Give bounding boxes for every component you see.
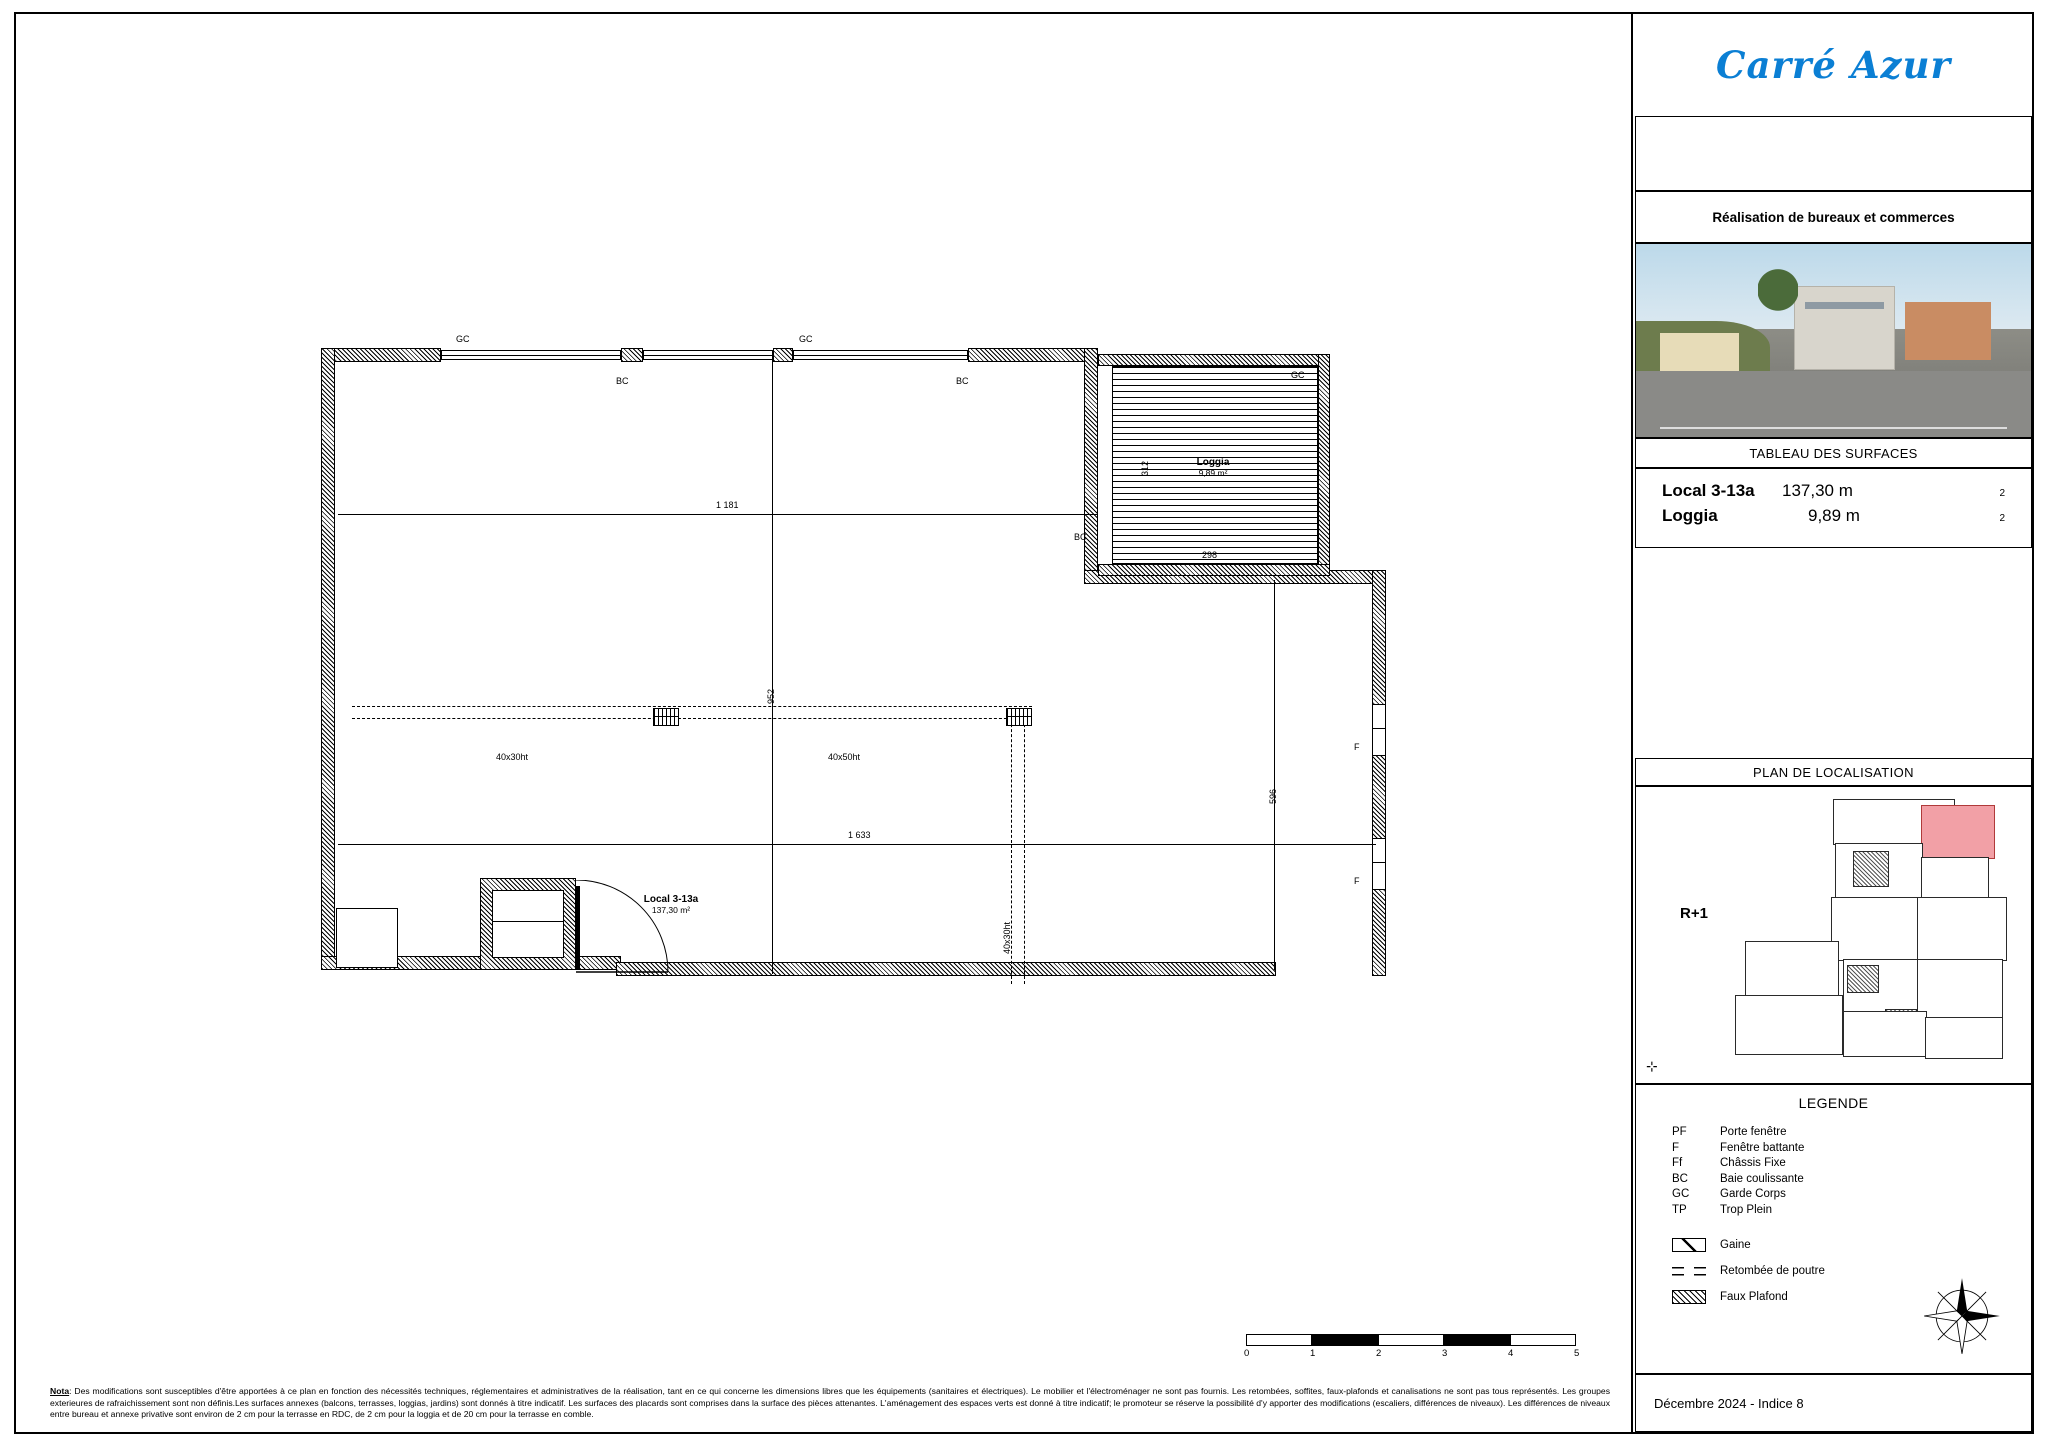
window-right-2 <box>1372 838 1386 890</box>
marker-f-1: F <box>1354 742 1360 752</box>
key-plan-block <box>1745 941 1839 999</box>
wall-left <box>321 348 335 970</box>
legend-codes <box>1672 1125 2031 1218</box>
legend-item <box>1672 1187 2031 1203</box>
legend-text: Châssis Fixe <box>1720 1157 1786 1169</box>
loggia-area: 9,89 m² <box>1198 468 1228 478</box>
surface-unit-loggia: 2 <box>1999 513 2005 524</box>
scale-tick-3: 3 <box>1442 1348 1448 1359</box>
surfaces-title <box>1635 438 2032 468</box>
legend-symbol-row <box>1672 1234 2031 1256</box>
surface-unit-local: 2 <box>1999 488 2005 499</box>
localisation-title <box>1635 758 2032 786</box>
localisation-inner <box>1636 787 2031 1083</box>
localisation-plan <box>1635 786 2032 1084</box>
brand-logo <box>1635 14 2032 116</box>
wall-top-right <box>968 348 1098 362</box>
dim-line-mid <box>338 844 1376 845</box>
key-plan-block <box>1831 897 1919 961</box>
key-plan-block <box>1925 1017 2003 1059</box>
faux-plafond-icon <box>1672 1290 1706 1304</box>
key-plan-block <box>1921 857 1989 899</box>
scale-tick-0: 0 <box>1244 1348 1250 1359</box>
legend-text: Trop Plein <box>1720 1203 1772 1216</box>
surface-label-local: Local 3-13a <box>1662 481 1755 500</box>
brand-logo-text: Carré Azur <box>1716 43 1951 87</box>
key-plan-block <box>1917 897 2007 961</box>
wall-bottom-2 <box>616 962 1276 976</box>
legend-item <box>1672 1172 2031 1188</box>
compass-icon <box>1919 1273 2005 1359</box>
loggia-dim-horizontal: 298 <box>1202 550 1218 560</box>
loggia-wall-right <box>1318 354 1330 576</box>
legend-code: PF <box>1672 1126 1687 1138</box>
legend-code: Ff <box>1672 1157 1683 1169</box>
glazing-top-1 <box>441 350 621 360</box>
date-text: Décembre 2024 - Indice 8 <box>1654 1395 1804 1411</box>
loggia-wall-top <box>1098 354 1330 366</box>
marker-gc-1: GC <box>456 334 470 344</box>
blank-field <box>1635 116 2032 191</box>
scale-tick-4: 4 <box>1508 1348 1514 1359</box>
scale-tick-1: 1 <box>1310 1348 1316 1359</box>
wall-top-mid1 <box>621 348 643 362</box>
gaine-icon <box>1672 1238 1706 1252</box>
dim-top-value: 1 181 <box>716 500 739 510</box>
marker-gc-3: GC <box>1291 370 1305 380</box>
legend-item <box>1672 1125 2031 1141</box>
legend-item <box>1672 1203 2031 1219</box>
scale-seg-5 <box>1510 1334 1576 1346</box>
legend-item <box>1672 1141 2031 1157</box>
legend-text: Baie coulissante <box>1720 1172 1804 1185</box>
duct-1 <box>653 708 679 726</box>
key-plan-block <box>1843 1011 1927 1057</box>
photo-building-main <box>1794 286 1895 369</box>
surfaces-table <box>1635 468 2032 548</box>
legend-text: Fenêtre battante <box>1720 1141 1805 1154</box>
project-subject-text: Réalisation de bureaux et commerces <box>1712 209 1955 225</box>
surface-value-loggia: 9,89 m <box>1808 506 1860 525</box>
surface-row <box>1662 481 2005 501</box>
beam-line-2 <box>352 718 1032 719</box>
loggia-dim-vertical: 312 <box>1140 460 1150 476</box>
legend-code: TP <box>1672 1203 1687 1216</box>
window-right-1 <box>1372 704 1386 756</box>
legend-symbol-text: Faux Plafond <box>1720 1291 1788 1303</box>
key-plan-core <box>1847 965 1879 993</box>
photo-road <box>1636 371 2031 437</box>
legend-text: Porte fenêtre <box>1720 1126 1787 1138</box>
legend-code: BC <box>1672 1172 1688 1185</box>
surface-row <box>1662 506 2005 526</box>
photo-road-line <box>1660 427 2008 429</box>
duct-2 <box>1006 708 1032 726</box>
project-photo <box>1635 243 2032 438</box>
key-plan-highlight <box>1921 805 1995 859</box>
scale-bar <box>1244 1334 1580 1364</box>
dim-line-vert-right <box>1274 580 1275 970</box>
nota-prefix: Nota <box>50 1386 70 1396</box>
loggia-label <box>1158 457 1268 478</box>
legend-code: F <box>1672 1141 1680 1154</box>
beam-label-1: 40x30ht <box>496 752 529 762</box>
room-area: 137,30 m² <box>651 905 691 915</box>
surface-value-local: 137,30 m <box>1782 481 1853 500</box>
marker-bc-3: BC <box>1074 532 1087 542</box>
legend-title: LEGENDE <box>1798 1095 1869 1111</box>
surfaces-title-text: TABLEAU DES SURFACES <box>1749 445 1918 461</box>
legend-code: GC <box>1672 1188 1690 1200</box>
marker-gc-2: GC <box>799 334 813 344</box>
room-label <box>601 894 741 915</box>
glazing-top-3 <box>793 350 968 360</box>
photo-illustration <box>1636 244 2031 437</box>
dim-mid-value: 1 633 <box>848 830 871 840</box>
localisation-title-text: PLAN DE LOCALISATION <box>1753 764 1914 780</box>
beam-label-2: 40x50ht <box>828 752 861 762</box>
scale-seg-1 <box>1246 1334 1312 1346</box>
key-plan-block <box>1917 959 2003 1019</box>
key-plan-north-icon: ⊹ <box>1646 1058 1658 1074</box>
scale-seg-4 <box>1444 1334 1510 1346</box>
wc-block <box>336 908 398 968</box>
loggia-name: Loggia <box>1196 457 1230 468</box>
dim-line-top <box>338 514 1098 515</box>
date-field <box>1635 1374 2032 1432</box>
beam-label-3: 40x30ht <box>1002 921 1012 954</box>
nota-text <box>50 1386 1610 1421</box>
level-label: R+1 <box>1680 905 1708 922</box>
legend-symbol-text: Gaine <box>1720 1239 1751 1251</box>
dim-vert-right-value: 596 <box>1268 788 1278 804</box>
project-subject <box>1635 191 2032 243</box>
room-name: Local 3-13a <box>643 894 699 905</box>
marker-f-2: F <box>1354 876 1360 886</box>
key-plan-block <box>1735 995 1843 1055</box>
dim-vert-main-value: 952 <box>766 688 776 704</box>
scale-tick-5: 5 <box>1574 1348 1580 1359</box>
title-block <box>1635 14 2032 1432</box>
beam-line-1 <box>352 706 1032 707</box>
legend-text: Garde Corps <box>1720 1188 1786 1200</box>
poutre-icon <box>1672 1264 1706 1278</box>
wall-top-mid2 <box>773 348 793 362</box>
scale-seg-2 <box>1312 1334 1378 1346</box>
photo-building-right <box>1905 302 1992 360</box>
scale-seg-3 <box>1378 1334 1444 1346</box>
loggia-wall-bottom <box>1098 564 1330 576</box>
plan-panel <box>16 14 1633 1432</box>
beam-line-4 <box>1024 714 1025 984</box>
scale-tick-2: 2 <box>1376 1348 1382 1359</box>
floor-plan-drawing <box>16 14 1633 1359</box>
surface-label-loggia: Loggia <box>1662 506 1718 525</box>
entry-inner <box>492 890 564 958</box>
key-plan-map <box>1725 795 2025 1075</box>
legend-item <box>1672 1156 2031 1172</box>
key-plan-core <box>1853 851 1889 887</box>
nota-body: : Des modifications sont susceptibles d'être apportées à ce plan en fonction des nécessités techniques, réglementaires et administratives de la réalisation, tant en ce qui concerne les dimensions libres que les équipements (sanitaires et électriques). Le mobilier et l'électroménager ne sont pas fournis. Les retombées, soffites, faux-plafonds et canalisations ne sont pas tous représentés. Les groupes exterieures de rafraichissement sont non définis.Les surfaces annexes (balcons, terrasses, loggias, jardins) sont donnés à titre indicatif. Les surfaces des placards sont comprises dans la surface des pièces attenantes. L'aménagement des espaces verts est donné à titre indicatif; le promoteur se réserve la possibilité d'y apporter des modifications (escaliers, différences de niveaux). Les différences de niveaux entre bureau et annexe privative sont environ de 2 cm pour la terrasse en RDC, de 2 cm pour la loggia et de 20 cm pour la terrasse en comble. <box>50 1386 1610 1419</box>
dim-line-vert-main <box>772 354 773 974</box>
wall-right-upper <box>1084 348 1098 584</box>
wall-top-left <box>321 348 441 362</box>
photo-palm-tree <box>1758 263 1798 340</box>
legend-symbol-text: Retombée de poutre <box>1720 1265 1825 1277</box>
glazing-top-2 <box>643 350 773 360</box>
marker-bc-2: BC <box>956 376 969 386</box>
legend-box <box>1635 1084 2032 1374</box>
wall-right-lower <box>1372 570 1386 976</box>
photo-building-left <box>1660 333 1739 372</box>
marker-bc-1: BC <box>616 376 629 386</box>
